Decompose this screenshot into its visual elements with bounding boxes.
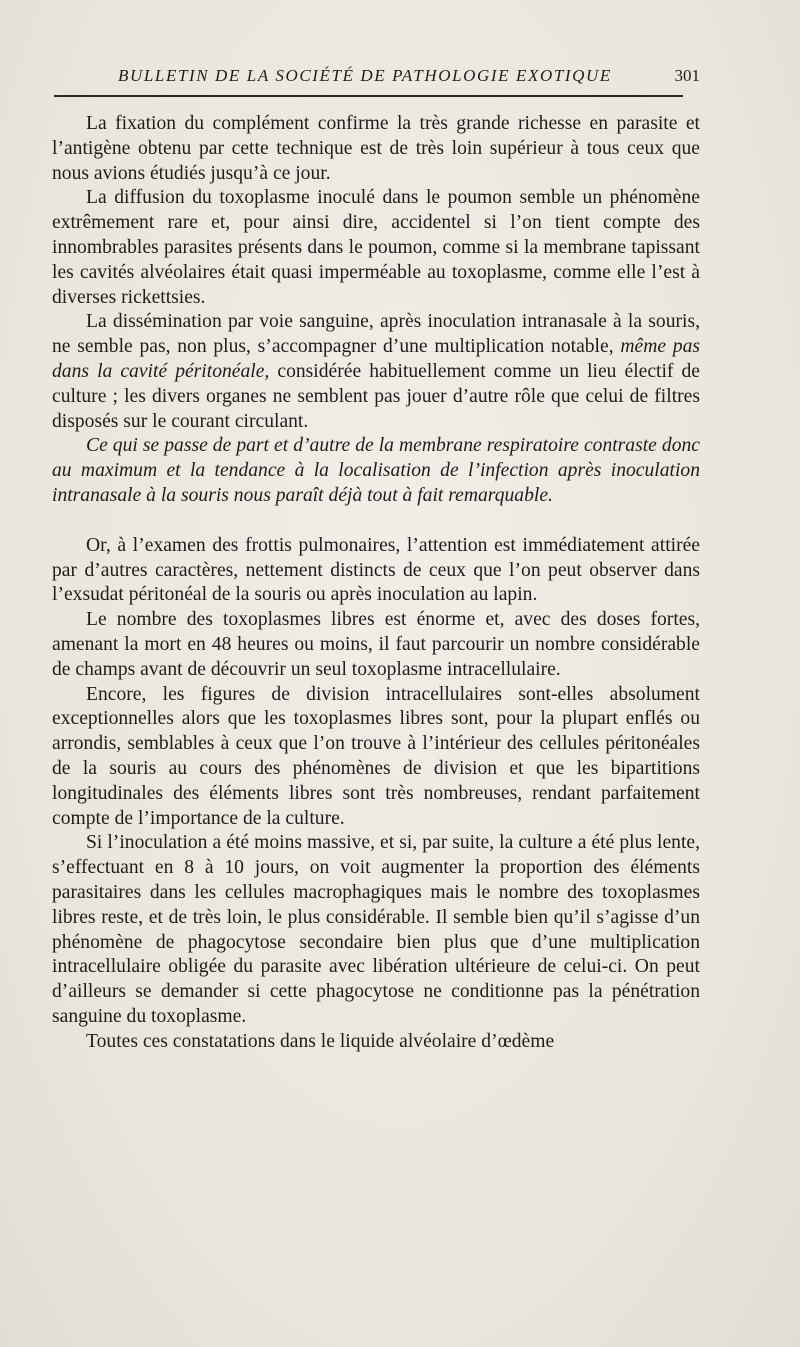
paragraph-text: La dissémination par voie sanguine, après inoculation intranasale à la souris, ne semble pas, non plus, s’accompagner d’une multiplication notable, bbox=[52, 311, 700, 358]
page-number: 301 bbox=[674, 66, 700, 85]
paragraph-text: considérée habituellement comme un lieu électif de culture ; les divers organes ne semblent pas jouer d’autre rôle que celui de filtres disposés sur le courant circulant. bbox=[52, 360, 700, 432]
paragraph: Si l’inoculation a été moins massive, et si, par suite, la culture a été plus lente, s’effectuant en 8 à 10 jours, on voit augmenter la proportion des éléments parasitaires dans les cellules macrophagiques mais le nombre des toxoplasmes libres reste, et de très loin, le plus considérable. Il semble bien qu’il s’agisse d’un phénomène de phagocytose secondaire bien plus que d’une multiplication intracellulaire obligée du parasite avec libération ultérieure de celui-ci. On peut d’ailleurs se demander si cette phagocytose ne conditionne pas la pénétration sanguine du toxoplasme. bbox=[52, 832, 700, 1027]
italic-phrase: même pas dans la cavité péritonéale, bbox=[52, 336, 700, 382]
paragraph: La diffusion du toxoplasme inoculé dans le poumon semble un phénomène extrêmement rare et, pour ainsi dire, accidentel si l’on tient compte des innombrables parasites présents dans le poumon, comme si la membrane tapissant les cavités alvéolaires était quasi imperméable au toxoplasme, comme elle l’est à diverses rickettsies. bbox=[52, 187, 700, 308]
paragraph: La fixation du complément confirme la très grande richesse en parasite et l’antigène obtenu par cette technique est de très loin supérieur à tous ceux que nous avions étudiés jusqu’à ce jour. bbox=[52, 113, 700, 184]
paragraph bbox=[52, 310, 700, 434]
paragraph: Toutes ces constatations dans le liquide alvéolaire d’œdème bbox=[86, 1030, 555, 1052]
paragraph: Or, à l’examen des frottis pulmonaires, l’attention est immédiatement attirée par d’autres caractères, nettement distincts de ceux que l’on peut observer dans l’exsudat péritonéal de la souris ou après inoculation au lapin. bbox=[52, 534, 700, 606]
body-text bbox=[52, 112, 700, 1054]
running-title: BULLETIN DE LA SOCIÉTÉ DE PATHOLOGIE EXOTIQUE bbox=[118, 66, 612, 85]
page-header bbox=[62, 64, 702, 94]
paragraph: Le nombre des toxoplasmes libres est énorme et, avec des doses fortes, amenant la mort en 48 heures ou moins, il faut parcourir un nombre considérable de champs avant de découvrir un seul toxoplasme intracellulaire. bbox=[52, 609, 700, 680]
italic-paragraph: Ce qui se passe de part et d’autre de la membrane respiratoire contraste donc au maximum et la tendance à la localisation de l’infection après inoculation intranasale à la souris nous paraît déjà tout à fait remarquable. bbox=[52, 435, 700, 506]
header-rule bbox=[54, 95, 683, 97]
paragraph: Encore, les figures de division intracellulaires sont-elles absolument exceptionnelles alors que les toxoplasmes libres sont, pour la plupart enflés ou arrondis, semblables à ceux que l’on trouve à l’intérieur des cellules péritonéales de la souris au cours des phénomènes de division et que les bipartitions longitudinales des éléments libres sont très nombreuses, rendant parfaitement compte de l’importance de la culture. bbox=[52, 683, 700, 829]
